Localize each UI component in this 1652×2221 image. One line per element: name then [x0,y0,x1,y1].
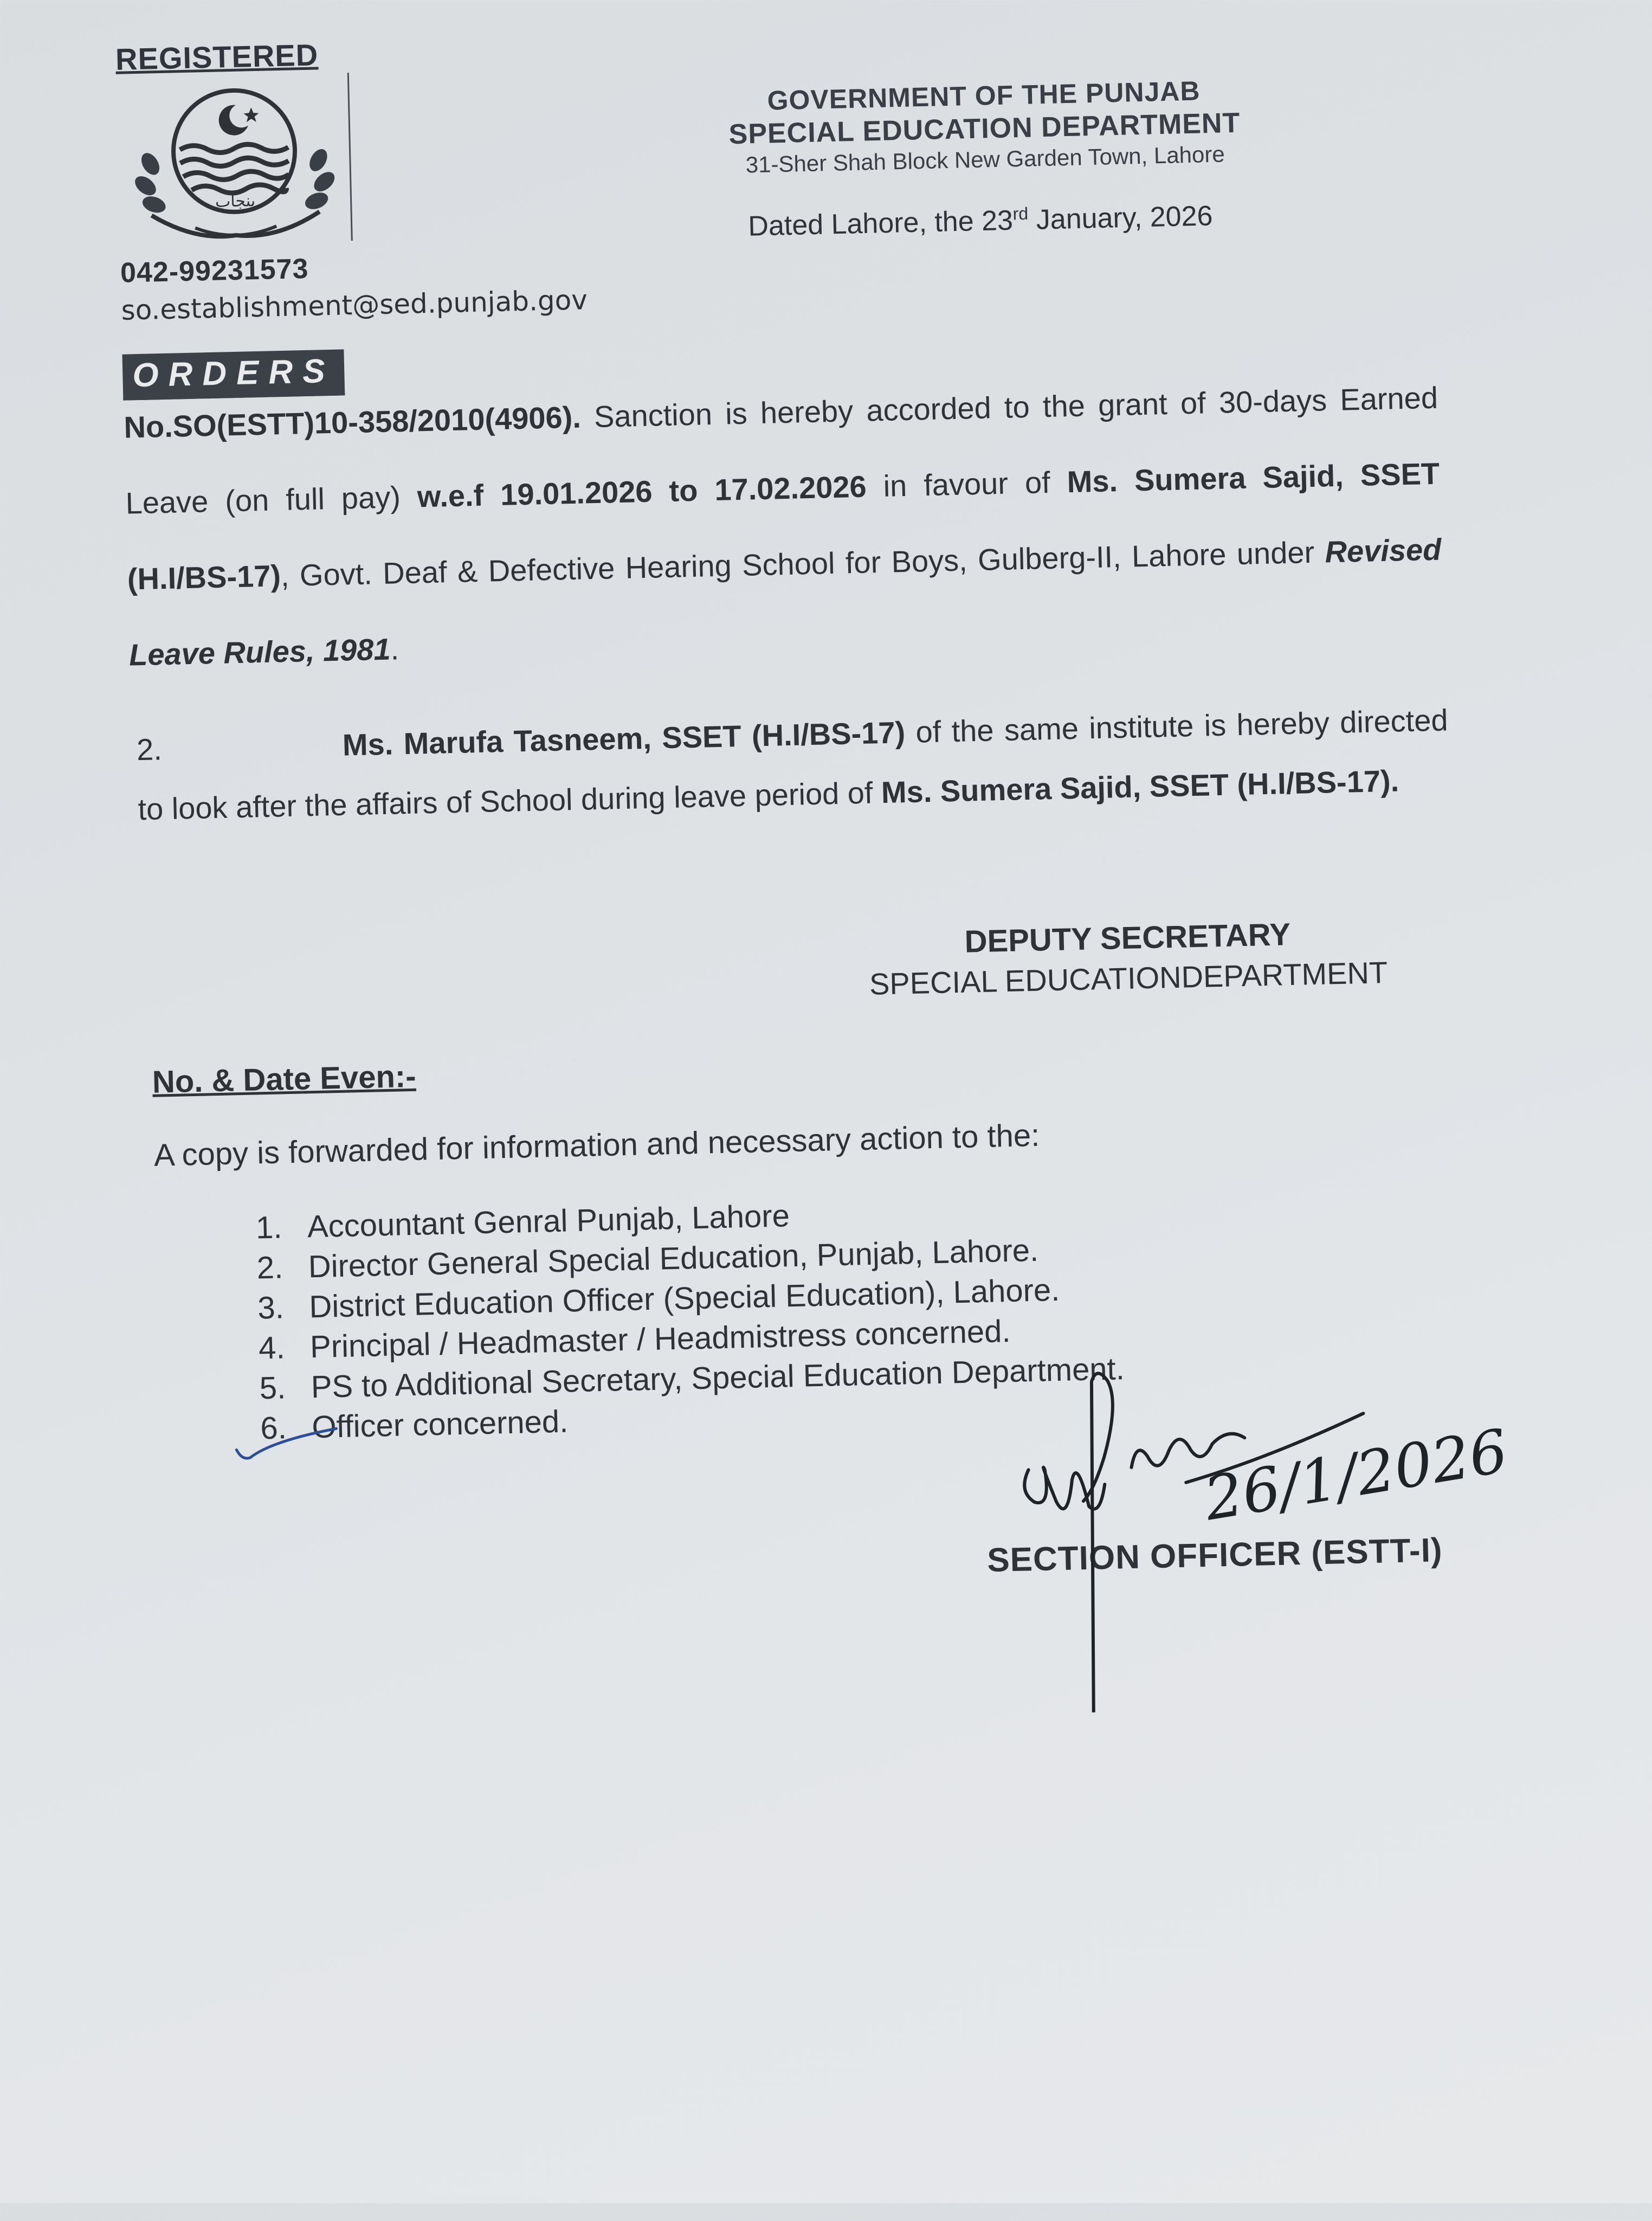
orders-heading: ORDERS [122,349,345,400]
list-item: 3. District Education Officer (Special Education), Lahore. [257,1272,1060,1326]
incharge-name: Ms. Marufa Tasneem, SSET (H.I/BS-17) [342,715,906,762]
employee-name: Ms. Sumera Sajid, SSET (H.I/BS-17) [127,456,1440,596]
no-date-even: No. & Date Even:- [152,1058,417,1100]
list-item: 2. Director General Special Education, Punjab, Lahore. [256,1232,1039,1286]
date-line: Dated Lahore, the 23rd January, 2026 [747,200,1214,242]
emblem-urdu-text: پنجاب [215,191,256,211]
paragraph-2: 2. Ms. Marufa Tasneem, SSET (H.I/BS-17) of the same institute is hereby directed to look after the affairs of School during leave period of Ms. Sumera Sajid, SSET (H.I/BS-17). [136,703,1449,827]
leave-rules: Revised Leave Rules, 1981 [128,532,1442,672]
paragraph-1: No.SO(ESTT)10-358/2010(4906). Sanction is hereby accorded to the grant of 30-days Earned Leave (on full pay) w.e.f 19.01.2026 to 17.02.2026 in favour of Ms. Sumera Sajid, SSET (H.I/BS-17), Govt. Deaf & Defective Hearing School for Boys, Gulberg-II, Lahore under Revised Leave Rules, 1981. [123,380,1442,672]
government-title: GOVERNMENT OF THE PUNJAB [766,75,1201,116]
tick-mark-icon [230,1420,340,1466]
letterhead-divider [347,73,353,241]
employee-name-2: Ms. Sumera Sajid, SSET (H.I/BS-17). [881,763,1399,810]
handwritten-signature-icon [1004,1350,1554,1715]
forward-line: A copy is forwarded for information and necessary action to the: [153,1117,1040,1173]
handwritten-date: 26/1/2026 [1199,1415,1513,1534]
section-officer-title: SECTION OFFICER (ESTT-I) [986,1531,1443,1580]
recipients-list [255,1188,1126,1449]
punjab-emblem-icon [127,84,342,252]
list-item: 1. Accountant Genral Punjab, Lahore [255,1198,790,1246]
deputy-secretary-title: DEPUTY SECRETARY [964,917,1291,960]
order-reference: No.SO(ESTT)10-358/2010(4906). [123,400,582,445]
list-item: 6. Officer concerned. [260,1404,569,1446]
department-address: 31-Sher Shah Block New Garden Town, Lahore [745,141,1225,178]
department-title: SPECIAL EDUCATION DEPARTMENT [728,107,1241,151]
list-item: 5. PS to Additional Secretary, Special Education Department. [259,1351,1125,1406]
email-address: so.establishment@sed.punjab.gov [120,284,588,326]
leave-dates: w.e.f 19.01.2026 to 17.02.2026 [417,469,867,514]
registered-label: REGISTERED [115,37,319,76]
phone-number: 042-99231573 [120,253,309,289]
deputy-secretary-block [816,913,1441,1003]
list-item: 4. Principal / Headmaster / Headmistress concerned. [258,1313,1011,1366]
deputy-secretary-dept: SPECIAL EDUCATIONDEPARTMENT [869,955,1388,1001]
